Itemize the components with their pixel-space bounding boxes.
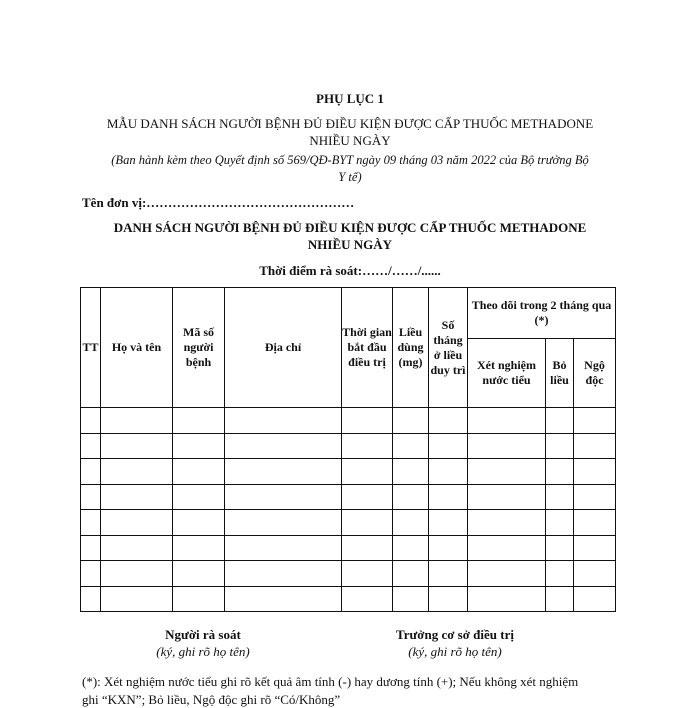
table-cell	[225, 535, 342, 561]
table-cell	[546, 484, 574, 510]
col-header-tt: TT	[81, 288, 101, 408]
table-cell	[429, 561, 468, 587]
table-cell	[81, 561, 101, 587]
col-header-monitor-group: Theo dõi trong 2 tháng qua (*)	[468, 288, 616, 339]
table-cell	[393, 586, 429, 612]
table-cell	[225, 433, 342, 459]
table-cell	[468, 561, 546, 587]
table-cell	[173, 561, 225, 587]
table-cell	[173, 433, 225, 459]
col-header-start-time: Thời gian bắt đầu điều trị	[342, 288, 393, 408]
footnote-line2: ghi “KXN”; Bỏ liều, Ngộ độc ghi rõ “Có/Không”	[82, 692, 341, 707]
table-cell	[574, 510, 616, 536]
table-row	[81, 459, 616, 485]
table-cell	[429, 408, 468, 434]
table-cell	[225, 484, 342, 510]
table-cell	[546, 433, 574, 459]
table-cell	[574, 535, 616, 561]
table-cell	[342, 484, 393, 510]
signature-facility-head	[355, 626, 555, 660]
table-cell	[342, 561, 393, 587]
table-cell	[101, 510, 173, 536]
table-cell	[225, 459, 342, 485]
table-cell	[429, 586, 468, 612]
table-row	[81, 561, 616, 587]
table-body	[81, 408, 616, 612]
table-cell	[342, 433, 393, 459]
table-cell	[468, 586, 546, 612]
footnote-line1: (*): Xét nghiệm nước tiểu ghi rõ kết quả âm tính (-) hay dương tính (+); Nếu không xét nghiệm	[82, 674, 579, 689]
col-header-intoxication: Ngộ độc	[574, 339, 616, 408]
table-cell	[101, 535, 173, 561]
table-cell	[81, 484, 101, 510]
table-cell	[173, 510, 225, 536]
table-cell	[546, 408, 574, 434]
table-cell	[574, 433, 616, 459]
appendix-label: PHỤ LỤC 1	[316, 91, 384, 106]
table-cell	[81, 586, 101, 612]
table-cell	[173, 586, 225, 612]
table-row	[81, 433, 616, 459]
table-cell	[468, 459, 546, 485]
form-title-line2: NHIỀU NGÀY	[309, 133, 391, 148]
col-header-missed-dose: Bỏ liều	[546, 339, 574, 408]
signature-head-title: Trưởng cơ sở điều trị	[396, 627, 514, 642]
table-cell	[173, 459, 225, 485]
patient-list-table	[80, 287, 616, 612]
table-cell	[393, 561, 429, 587]
table-row	[81, 408, 616, 434]
form-title-line1: MẪU DANH SÁCH NGƯỜI BỆNH ĐỦ ĐIỀU KIỆN ĐƯỢC CẤP THUỐC METHADONE	[106, 116, 594, 131]
table-cell	[546, 586, 574, 612]
table-cell	[574, 459, 616, 485]
table-cell	[574, 561, 616, 587]
table-cell	[81, 510, 101, 536]
signature-head-note: (ký, ghi rõ họ tên)	[408, 644, 502, 659]
table-cell	[546, 561, 574, 587]
table-cell	[546, 535, 574, 561]
table-cell	[393, 433, 429, 459]
table-cell	[225, 408, 342, 434]
signature-reviewer-title: Người rà soát	[165, 627, 241, 642]
table-cell	[468, 484, 546, 510]
table-cell	[429, 433, 468, 459]
decision-note-line2: Y tế)	[338, 170, 362, 184]
table-cell	[101, 586, 173, 612]
table-cell	[101, 408, 173, 434]
table-cell	[173, 535, 225, 561]
table-cell	[546, 459, 574, 485]
signature-reviewer	[103, 626, 303, 660]
table-cell	[81, 535, 101, 561]
table-cell	[225, 586, 342, 612]
table-cell	[81, 459, 101, 485]
table-cell	[468, 510, 546, 536]
decision-note-line1: (Ban hành kèm theo Quyết định số 569/QĐ-BYT ngày 09 tháng 03 năm 2022 của Bộ trưởng Bộ	[111, 153, 589, 167]
unit-name-label: Tên đơn vị:…………………………………………	[82, 195, 355, 210]
table-cell	[342, 408, 393, 434]
table-cell	[173, 408, 225, 434]
table-cell	[393, 408, 429, 434]
col-header-address: Địa chỉ	[225, 288, 342, 408]
table-row	[81, 586, 616, 612]
table-cell	[225, 510, 342, 536]
table-cell	[468, 535, 546, 561]
col-header-urine-test: Xét nghiệm nước tiểu	[468, 339, 546, 408]
table-row	[81, 535, 616, 561]
table-cell	[342, 586, 393, 612]
table-cell	[393, 484, 429, 510]
table-cell	[429, 510, 468, 536]
col-header-dose: Liều dùng (mg)	[393, 288, 429, 408]
table-cell	[468, 408, 546, 434]
table-row	[81, 484, 616, 510]
table-cell	[574, 586, 616, 612]
table-cell	[81, 408, 101, 434]
table-cell	[393, 510, 429, 536]
table-cell	[101, 484, 173, 510]
table-cell	[101, 459, 173, 485]
table-cell	[429, 484, 468, 510]
table-cell	[574, 484, 616, 510]
table-cell	[225, 561, 342, 587]
col-header-maintenance-months: Số tháng ở liều duy trì	[429, 288, 468, 408]
table-cell	[101, 561, 173, 587]
col-header-name: Họ và tên	[101, 288, 173, 408]
table-cell	[574, 408, 616, 434]
table-cell	[342, 535, 393, 561]
table-cell	[468, 433, 546, 459]
table-row	[81, 510, 616, 536]
list-title-line1: DANH SÁCH NGƯỜI BỆNH ĐỦ ĐIỀU KIỆN ĐƯỢC CẤP THUỐC METHADONE	[113, 220, 587, 235]
table-cell	[101, 433, 173, 459]
review-time-label: Thời điểm rà soát:……/……/......	[259, 263, 441, 278]
table-cell	[393, 459, 429, 485]
table-cell	[429, 535, 468, 561]
list-title-line2: NHIỀU NGÀY	[307, 237, 393, 252]
table-cell	[393, 535, 429, 561]
table-cell	[546, 510, 574, 536]
col-header-patient-code: Mã số người bệnh	[173, 288, 225, 408]
table-cell	[81, 433, 101, 459]
table-cell	[342, 459, 393, 485]
table-cell	[173, 484, 225, 510]
table-cell	[342, 510, 393, 536]
signature-reviewer-note: (ký, ghi rõ họ tên)	[156, 644, 250, 659]
table-cell	[429, 459, 468, 485]
